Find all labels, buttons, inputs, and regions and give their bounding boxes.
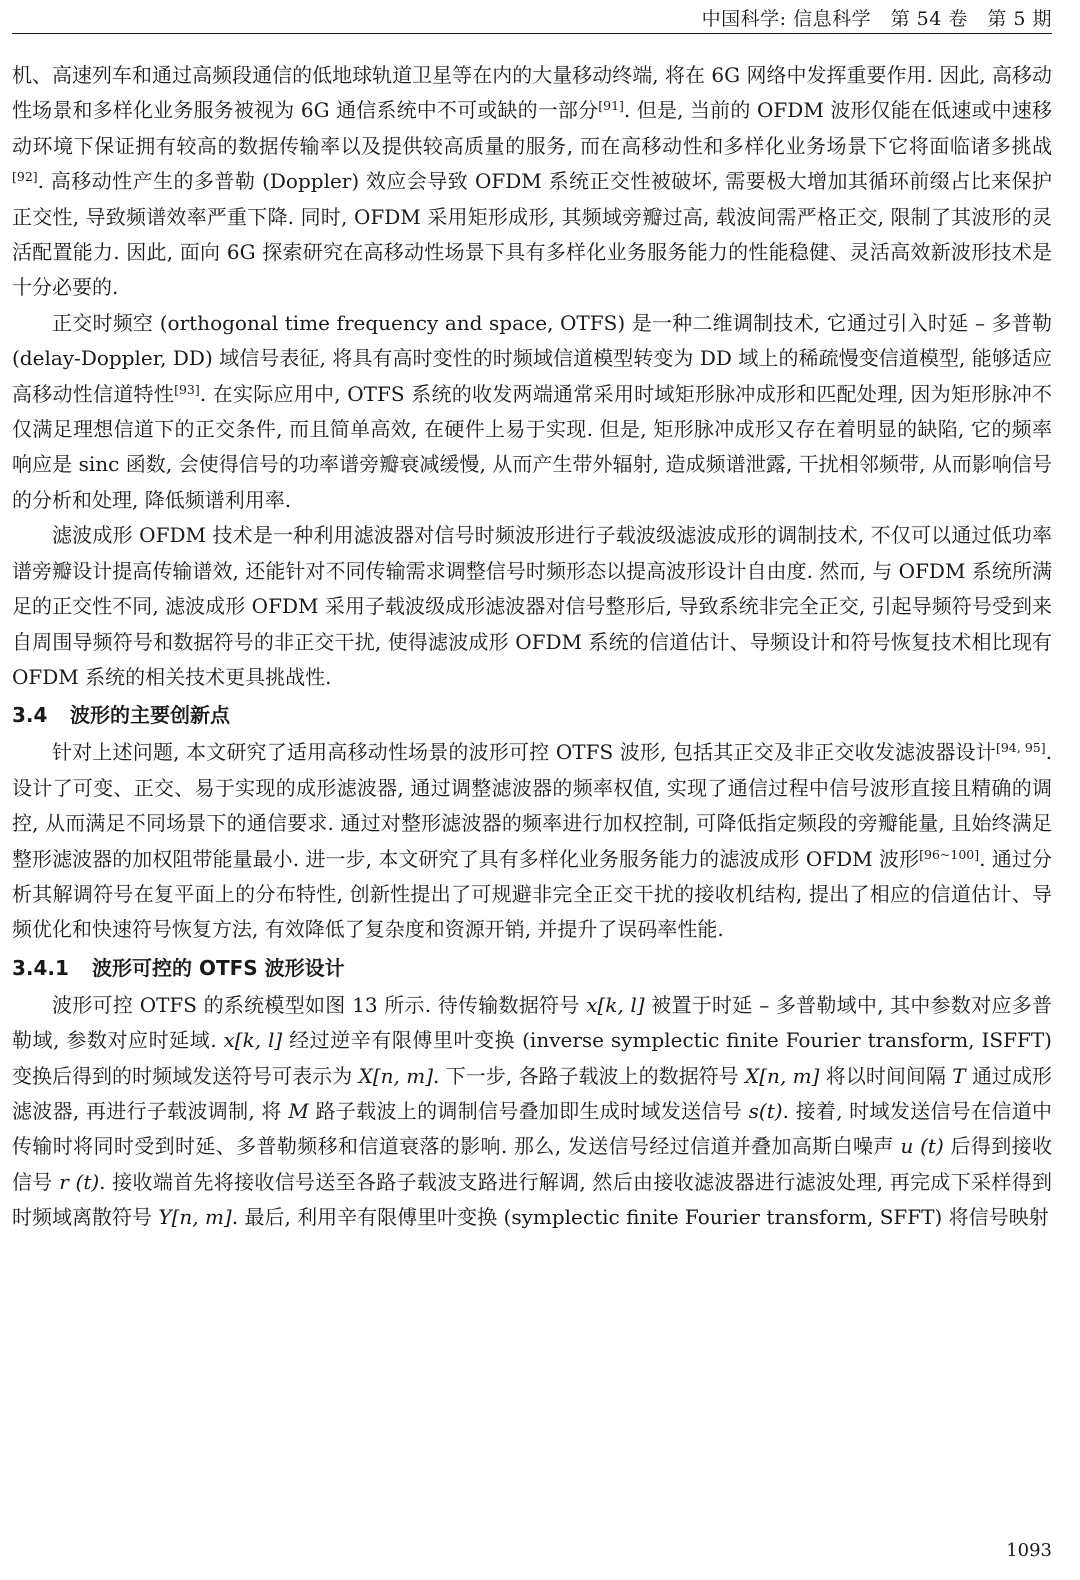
citation-ref: [92] [12,169,38,185]
citation-ref: [94, 95] [995,740,1046,756]
text-run: . 接收端首先将接收信号送至各路子载波支路进行解调, 然后由接收滤波器进行滤波处理, 再完成下采样得到时频域离散符号 [12,1169,1052,1230]
inline-math: x[k, l] [586,992,645,1017]
page-number: 1093 [1006,1540,1052,1561]
subsection-number: 3.4.1 [12,955,69,980]
citation-ref: [91] [598,98,624,114]
inline-math: Y[n, m] [158,1205,232,1230]
inline-math: s(t) [748,1098,783,1123]
text-run: 机、高速列车和通过高频段通信的低地球轨道卫星等在内的大量移动终端, 将在 6G 网络中发挥重要作用. 因此, 高移动性场景和多样化业务服务被视为 6G 通信系统中不可或缺的一部分 [12,63,1052,123]
text-run: 经过逆辛有限傅里叶变换 (inverse symplectic finite Fourier transform, ISFFT) 变换后得到的时频域发送符号可表示为 [12,1028,1052,1088]
citation-ref: [96~100] [919,846,980,862]
text-run: 通过成形滤波器, 再进行子载波调制, 将 [12,1063,1053,1123]
text-run: . 设计了可变、正交、易于实现的成形滤波器, 通过调整滤波器的频率权值, 实现了通信过程中信号波形直接且精确的调控, 从而满足不同场景下的通信要求. 通过对整形滤波器的频率进行加权控制, 可降低指定频段的旁瓣能量, 且始终满足整形滤波器的加权阻带能量最小. 进一步, 本文研究了具有多样化业务服务能力的滤波成形 OFDM 波形 [12,740,1052,871]
inline-math: M [288,1098,309,1123]
inline-math: x[k, l] [223,1028,283,1053]
text-run: . 通过分析其解调符号在复平面上的分布特性, 创新性提出了可规避非完全正交干扰的接收机结构, 提出了相应的信道估计、导频优化和快速符号恢复方法, 有效降低了复杂度和资源开销, 并提升了误码率性能. [12,846,1053,942]
text-run: . 下一步, 各路子载波上的数据符号 [433,1063,746,1088]
text-run: 被置于时延 – 多普勒域中, 其中参数对应多普勒域, 参数对应时延域. [12,992,1053,1053]
subsection-title: 波形可控的 OTFS 波形设计 [92,955,345,980]
text-run: . 最后, 利用辛有限傅里叶变换 (symplectic finite Fourier transform, SFFT) 将信号映射 [231,1205,1049,1230]
paragraph-innovations [12,735,1052,947]
inline-math: X[n, m] [358,1063,434,1088]
text-run: 波形可控 OTFS 的系统模型如图 13 所示. 待传输数据符号 [52,992,587,1017]
inline-math: u (t) [900,1134,944,1159]
text-run: . 在实际应用中, OTFS 系统的收发两端通常采用时域矩形脉冲成形和匹配处理, 因为矩形脉冲不仅满足理想信道下的正交条件, 而且简单高效, 在硬件上易于实现. 但是, 矩形脉冲成形又存在着明显的缺陷, 它的频率响应是 sinc 函数, 会使得信号的功率谱旁瓣衰减缓慢, 从而产生带外辐射, 造成频谱泄露, 干扰相邻频带, 从而影响信号的分析和处理, 降低频谱利用率. [12,381,1052,512]
section-heading-3-4 [12,695,1052,735]
text-run: 后得到接收信号 [12,1134,1052,1194]
paragraph-otfs-system-model [12,988,1052,1236]
text-run: . 接着, 时域发送信号在信道中传输时将同时受到时延、多普勒频移和信道衰落的影响. 那么, 发送信号经过信道并叠加高斯白噪声 [12,1098,1052,1159]
text-run: 正交时频空 (orthogonal time frequency and space, OTFS) 是一种二维调制技术, 它通过引入时延 – 多普勒 (delay-Doppler, DD) 域信号表征, 将具有高时变性的时频域信道模型转变为 DD 域上的稀疏慢变信道模型, 能够适应高移动性信道特性 [12,310,1052,406]
inline-math: X[n, m] [745,1063,820,1088]
text-run: 将以时间间隔 [819,1063,953,1088]
inline-math: r (t) [59,1169,100,1194]
paragraph-otfs-intro [12,306,1052,518]
body-text [12,58,1052,1236]
running-header: 中国科学: 信息科学 第 54 卷 第 5 期 [701,8,1052,30]
citation-ref: [93] [174,381,200,397]
text-run: 针对上述问题, 本文研究了适用高移动性场景的波形可控 OTFS 波形, 包括其正交及非正交收发滤波器设计 [52,740,996,765]
section-title: 波形的主要创新点 [70,703,230,728]
inline-math: T [952,1063,966,1088]
text-run: . 但是, 当前的 OFDM 波形仅能在低速或中速移动环境下保证拥有较高的数据传输率以及提供较高质量的服务, 而在高移动性和多样化业务场景下它将面临诸多挑战 [12,98,1052,158]
paper-page [12,0,1052,1580]
text-run: 滤波成形 OFDM 技术是一种利用滤波器对信号时频波形进行子载波级滤波成形的调制技术, 不仅可以通过低功率谱旁瓣设计提高传输谱效, 还能针对不同传输需求调整信号时频形态以提高波形设计自由度. 然而, 与 OFDM 系统所满足的正交性不同, 滤波成形 OFDM 采用子载波级成形滤波器对信号整形后, 导致系统非完全正交, 引起导频符号受到来自周围导频符号和数据符号的非正交干扰, 使得滤波成形 OFDM 系统的信道估计、导频设计和符号恢复技术相比现有 OFDM 系统的相关技术更具挑战性. [12,523,1052,689]
header-rule [12,33,1052,34]
text-run: 路子载波上的调制信号叠加即生成时域发送信号 [308,1098,749,1123]
paragraph-filtered-ofdm [12,518,1052,695]
section-number: 3.4 [12,703,48,728]
section-heading-3-4-1 [12,948,1052,988]
text-run: . 高移动性产生的多普勒 (Doppler) 效应会导致 OFDM 系统正交性被破坏, 需要极大增加其循环前缀占比来保护正交性, 导致频谱效率严重下降. 同时, OFDM 采用矩形成形, 其频域旁瓣过高, 载波间需严格正交, 限制了其波形的灵活配置能力. 因此, 面向 6G 探索研究在高移动性场景下具有多样化业务服务能力的性能稳健、灵活高效新波形技术是十分必要的. [12,169,1052,300]
paragraph-mobility-challenges [12,58,1052,306]
